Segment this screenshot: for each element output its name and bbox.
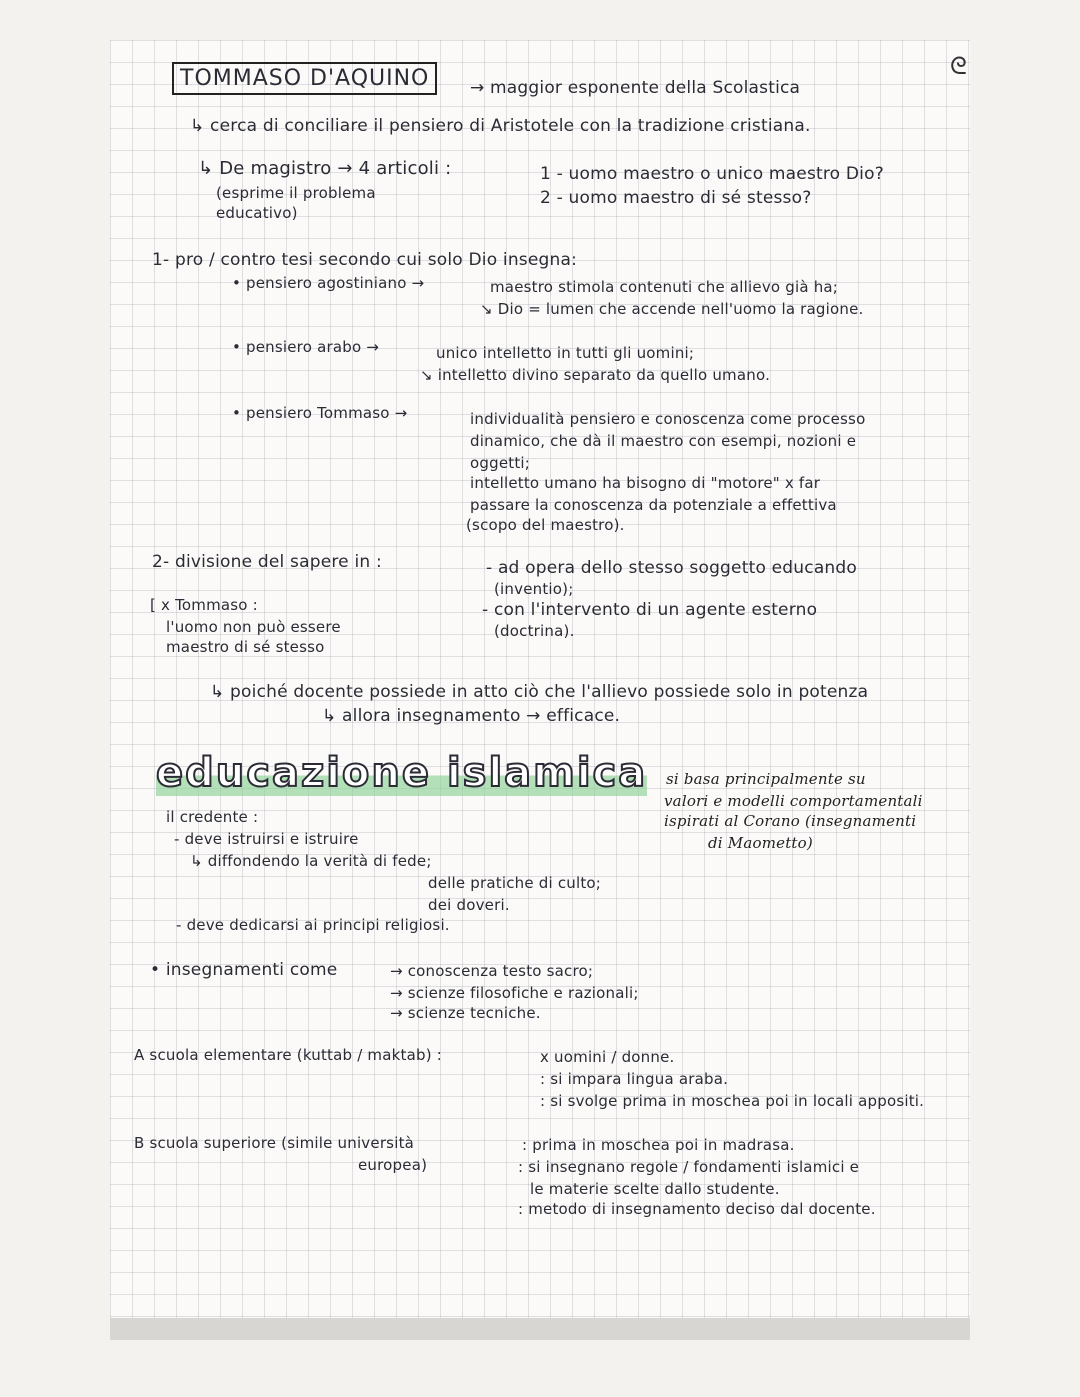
section2-heading: 2- divisione del sapere in : xyxy=(152,552,382,572)
page-bottom-edge xyxy=(110,1318,970,1340)
side-note-2: l'uomo non può essere xyxy=(166,618,341,636)
insegnamenti-label: • insegnamenti come xyxy=(150,960,338,980)
scuola-b-2: : si insegnano regole / fondamenti islamici e xyxy=(518,1158,860,1176)
section2-item1a: - ad opera dello stesso soggetto educando xyxy=(486,558,858,578)
section2-item1b: (inventio); xyxy=(494,580,574,598)
side-note-1: [ x Tommaso : xyxy=(150,596,258,614)
insegnamenti-1: → conoscenza testo sacro; xyxy=(390,962,594,980)
arabo-1: unico intelletto in tutti gli uomini; xyxy=(436,344,695,362)
arabo-label: • pensiero arabo → xyxy=(232,338,380,356)
islam-note-2: valori e modelli comportamentali xyxy=(664,792,923,810)
tommaso-6: (scopo del maestro). xyxy=(466,516,625,534)
credente-3: delle pratiche di culto; xyxy=(428,874,602,892)
credente-2: ↳ diffondendo la verità di fede; xyxy=(190,852,432,870)
question-2: 2 - uomo maestro di sé stesso? xyxy=(540,188,812,208)
scuola-b-label: B scuola superiore (simile università xyxy=(134,1134,415,1152)
insegnamenti-2: → scienze filosofiche e razionali; xyxy=(390,984,639,1002)
arabo-2: ↘ intelletto divino separato da quello umano. xyxy=(420,366,771,384)
scuola-b-3: le materie scelte dallo studente. xyxy=(530,1180,780,1198)
section2-item2b: (doctrina). xyxy=(494,622,575,640)
tommaso-3: oggetti; xyxy=(470,454,531,472)
de-magistro-sub2: educativo) xyxy=(216,204,298,222)
de-magistro-label: ↳ De magistro → 4 articoli : xyxy=(198,158,452,179)
agostiniano-label: • pensiero agostiniano → xyxy=(232,274,425,292)
de-magistro-sub1: (esprime il problema xyxy=(216,184,376,202)
tommaso-1: individualità pensiero e conoscenza come processo xyxy=(470,410,866,428)
agostiniano-1: maestro stimola contenuti che allievo già ha; xyxy=(490,278,839,296)
islam-note-1: si basa principalmente su xyxy=(666,770,866,788)
scuola-a-3: : si svolge prima in moschea poi in locali appositi. xyxy=(540,1092,925,1110)
tommaso-4: intelletto umano ha bisogno di "motore" x far xyxy=(470,474,821,492)
scuola-b-1: : prima in moschea poi in madrasa. xyxy=(522,1136,795,1154)
question-1: 1 - uomo maestro o unico maestro Dio? xyxy=(540,164,884,184)
scuola-b-label2: europea) xyxy=(358,1156,428,1174)
tommaso-label: • pensiero Tommaso → xyxy=(232,404,408,422)
logo-icon: ᘓ xyxy=(950,52,967,80)
side-note-3: maestro di sé stesso xyxy=(166,638,325,656)
scuola-a-label: A scuola elementare (kuttab / maktab) : xyxy=(134,1046,442,1064)
scuola-a-2: : si impara lingua araba. xyxy=(540,1070,729,1088)
intro-line: ↳ cerca di conciliare il pensiero di Aristotele con la tradizione cristiana. xyxy=(190,116,811,136)
islam-title: educazione islamica xyxy=(156,750,648,796)
tommaso-5: passare la conoscenza da potenziale a effettiva xyxy=(470,496,837,514)
agostiniano-2: ↘ Dio = lumen che accende nell'uomo la ragione. xyxy=(480,300,864,318)
because-line: ↳ poiché docente possiede in atto ciò che l'allievo possiede solo in potenza xyxy=(210,682,869,702)
islam-note-4: di Maometto) xyxy=(708,834,813,852)
credente-4: dei doveri. xyxy=(428,896,510,914)
insegnamenti-3: → scienze tecniche. xyxy=(390,1004,541,1022)
page-title: TOMMASO D'AQUINO xyxy=(172,62,437,95)
tommaso-2: dinamico, che dà il maestro con esempi, nozioni e xyxy=(470,432,857,450)
islam-note-3: ispirati al Corano (insegnamenti xyxy=(664,812,917,830)
section1-heading: 1- pro / contro tesi secondo cui solo Dio insegna: xyxy=(152,250,578,270)
scuola-a-1: x uomini / donne. xyxy=(540,1048,675,1066)
section2-item2a: - con l'intervento di un agente esterno xyxy=(482,600,818,620)
credente-1: - deve istruirsi e istruire xyxy=(174,830,359,848)
scuola-b-4: : metodo di insegnamento deciso dal docente. xyxy=(518,1200,876,1218)
then-line: ↳ allora insegnamento → efficace. xyxy=(322,706,621,726)
credente-heading: il credente : xyxy=(166,808,259,826)
title-note: → maggior esponente della Scolastica xyxy=(470,78,801,98)
credente-5: - deve dedicarsi ai principi religiosi. xyxy=(176,916,450,934)
